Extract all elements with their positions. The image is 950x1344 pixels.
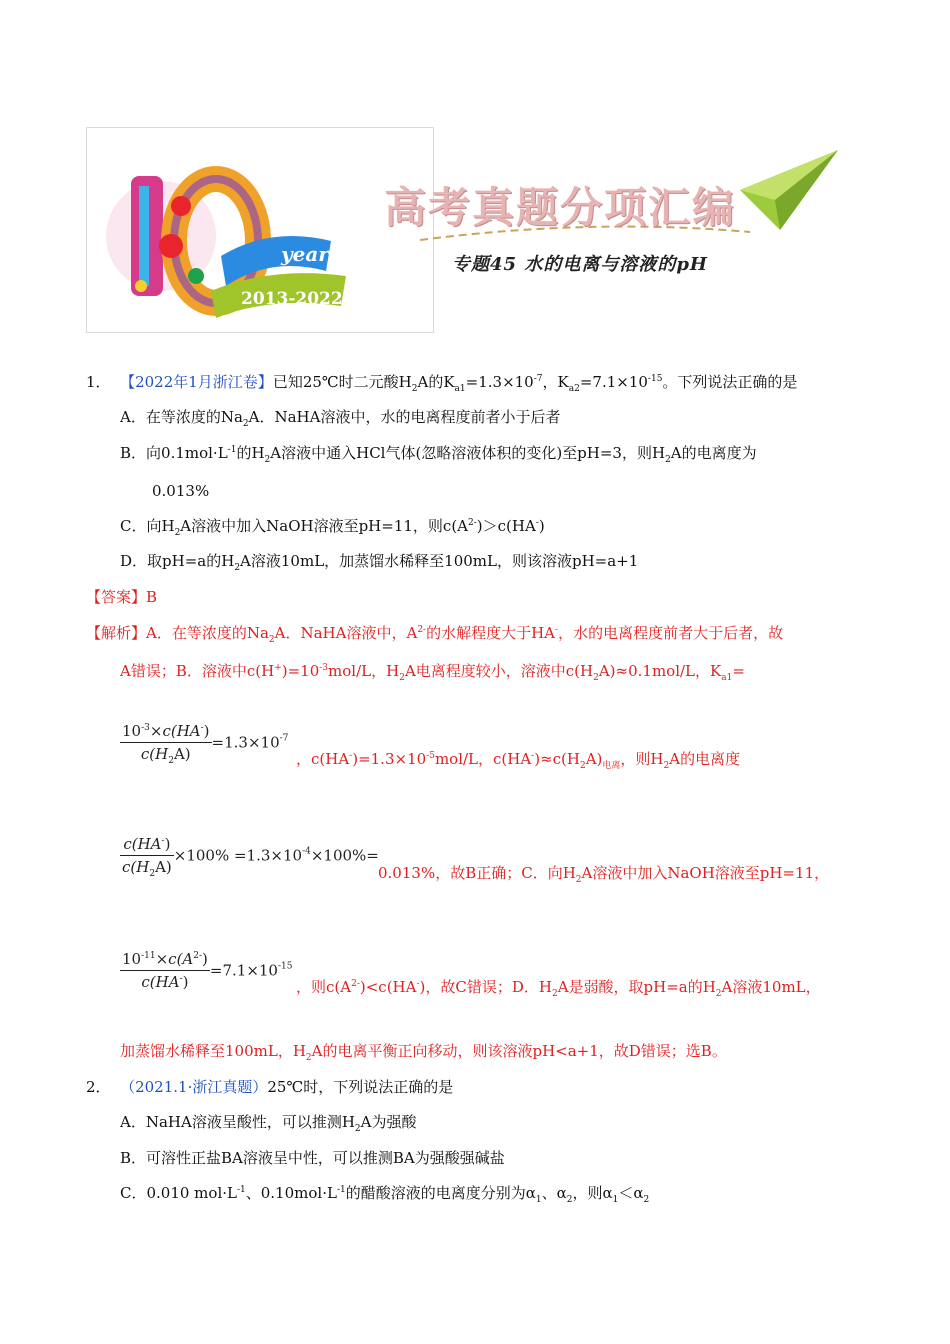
- question-number: 2．: [86, 1078, 111, 1096]
- analysis-line-2: A错误；B．溶液中$c(H^+)=10^{-3}mol/L$，$H_2A$电离程度较小，溶液中$c(H_2A)\approx 0.1mol/L$，$K_{a1}=$: [120, 662, 745, 683]
- question-source: 【2022年1月浙江卷】: [120, 373, 273, 391]
- question-number: 1．: [86, 373, 111, 391]
- question-2-stem: 2． （2021.1·浙江真题）25℃时，下列说法正确的是: [86, 1078, 454, 1096]
- analysis-line-1: 【解析】A．在等浓度的$Na_2A$．NaHA溶液中，$A^{2-}$的水解程度大于HA-，水的电离程度前者大于后者，故: [86, 624, 784, 645]
- option-d: D．取pH=a的$H_2A$溶液10mL，加蒸馏水稀释至100mL，则该溶液pH=a+1: [120, 552, 639, 573]
- banner-subtitle: 专题45 水的电离与溶液的pH: [452, 254, 708, 275]
- fraction-ka2: $\frac{10^{-11}\times c(A^{2-})}{c(HA^-)}$ $=7.1\times 10^{-15}$: [122, 950, 293, 991]
- years-word: years: [281, 242, 341, 266]
- paper-plane-icon: [740, 150, 840, 240]
- option-a: A．在等浓度的$Na_2A$．NaHA溶液中，水的电离程度前者小于后者: [120, 408, 561, 429]
- analysis-line-4: 0.013%，故B正确；C．向$H_2A$溶液中加入NaOH溶液至pH=11，: [378, 864, 830, 885]
- ten-years-logo-icon: [101, 146, 401, 321]
- answer: 【答案】B: [86, 588, 158, 606]
- analysis-line-3: ，$c(HA^-)=1.3\times 10^{-5}mol/L$，$c(HA^-)\approx c(H_2A)_{电离}$，则$H_2A$的电离度: [296, 750, 741, 771]
- q2-option-a: A．NaHA溶液呈酸性，可以推测$H_2A$为强酸: [120, 1113, 417, 1134]
- option-b-continued: 0.013%: [152, 482, 210, 500]
- question-1-stem: 1． 【2022年1月浙江卷】已知25℃时二元酸$H_2A$的$K_{a1}=1.3\times 10^{-7}$，$K_{a2}=7.1\times 10^{-15}$。下列说法正确的是: [86, 373, 798, 394]
- q2-option-c: C．0.010 $mol\cdot L^{-1}$、$0.10mol\cdot L^{-1}$的醋酸溶液的电离度分别为$\alpha_1$、$\alpha_2$，则$\alpha_1<\alpha_2$: [120, 1184, 650, 1205]
- fraction-ka1: $\frac{10^{-3}\times c(HA^-)}{c(H_2A)}$ $=1.3\times 10^{-7}$: [122, 722, 289, 766]
- banner-title: 高考真题分项汇编: [384, 183, 737, 232]
- analysis-line-5: ，则$c(A^{2-})<c(HA^-)$，故C错误；D．$H_2A$是弱酸，取pH=a的$H_2A$溶液10mL，: [296, 978, 821, 999]
- question-source: （2021.1·浙江真题）: [120, 1078, 268, 1096]
- q2-option-b: B．可溶性正盐BA溶液呈中性，可以推测BA为强酸强碱盐: [120, 1149, 505, 1167]
- analysis-line-6: 加蒸馏水稀释至100mL，$H_2A$的电离平衡正向移动，则该溶液pH<a+1，故D错误；选B。: [120, 1042, 727, 1063]
- option-b: B．向$0.1mol\cdot L^{-1}$的$H_2A$溶液中通入HCl气体(忽略溶液体积的变化)至pH=3，则$H_2A$的电离度为: [120, 444, 757, 465]
- years-range: 2013-2022: [241, 289, 343, 309]
- option-c: C．向$H_2A$溶液中加入NaOH溶液至pH=11，则$c(A^{2-})>c(HA^-)$: [120, 517, 545, 538]
- header-banner: [86, 127, 434, 333]
- fraction-ionization-degree: $\frac{c(HA^-)}{c(H_2A)}$ $\times 100\% =1.3\times 10^{-4}\times 100\%=$: [122, 835, 379, 879]
